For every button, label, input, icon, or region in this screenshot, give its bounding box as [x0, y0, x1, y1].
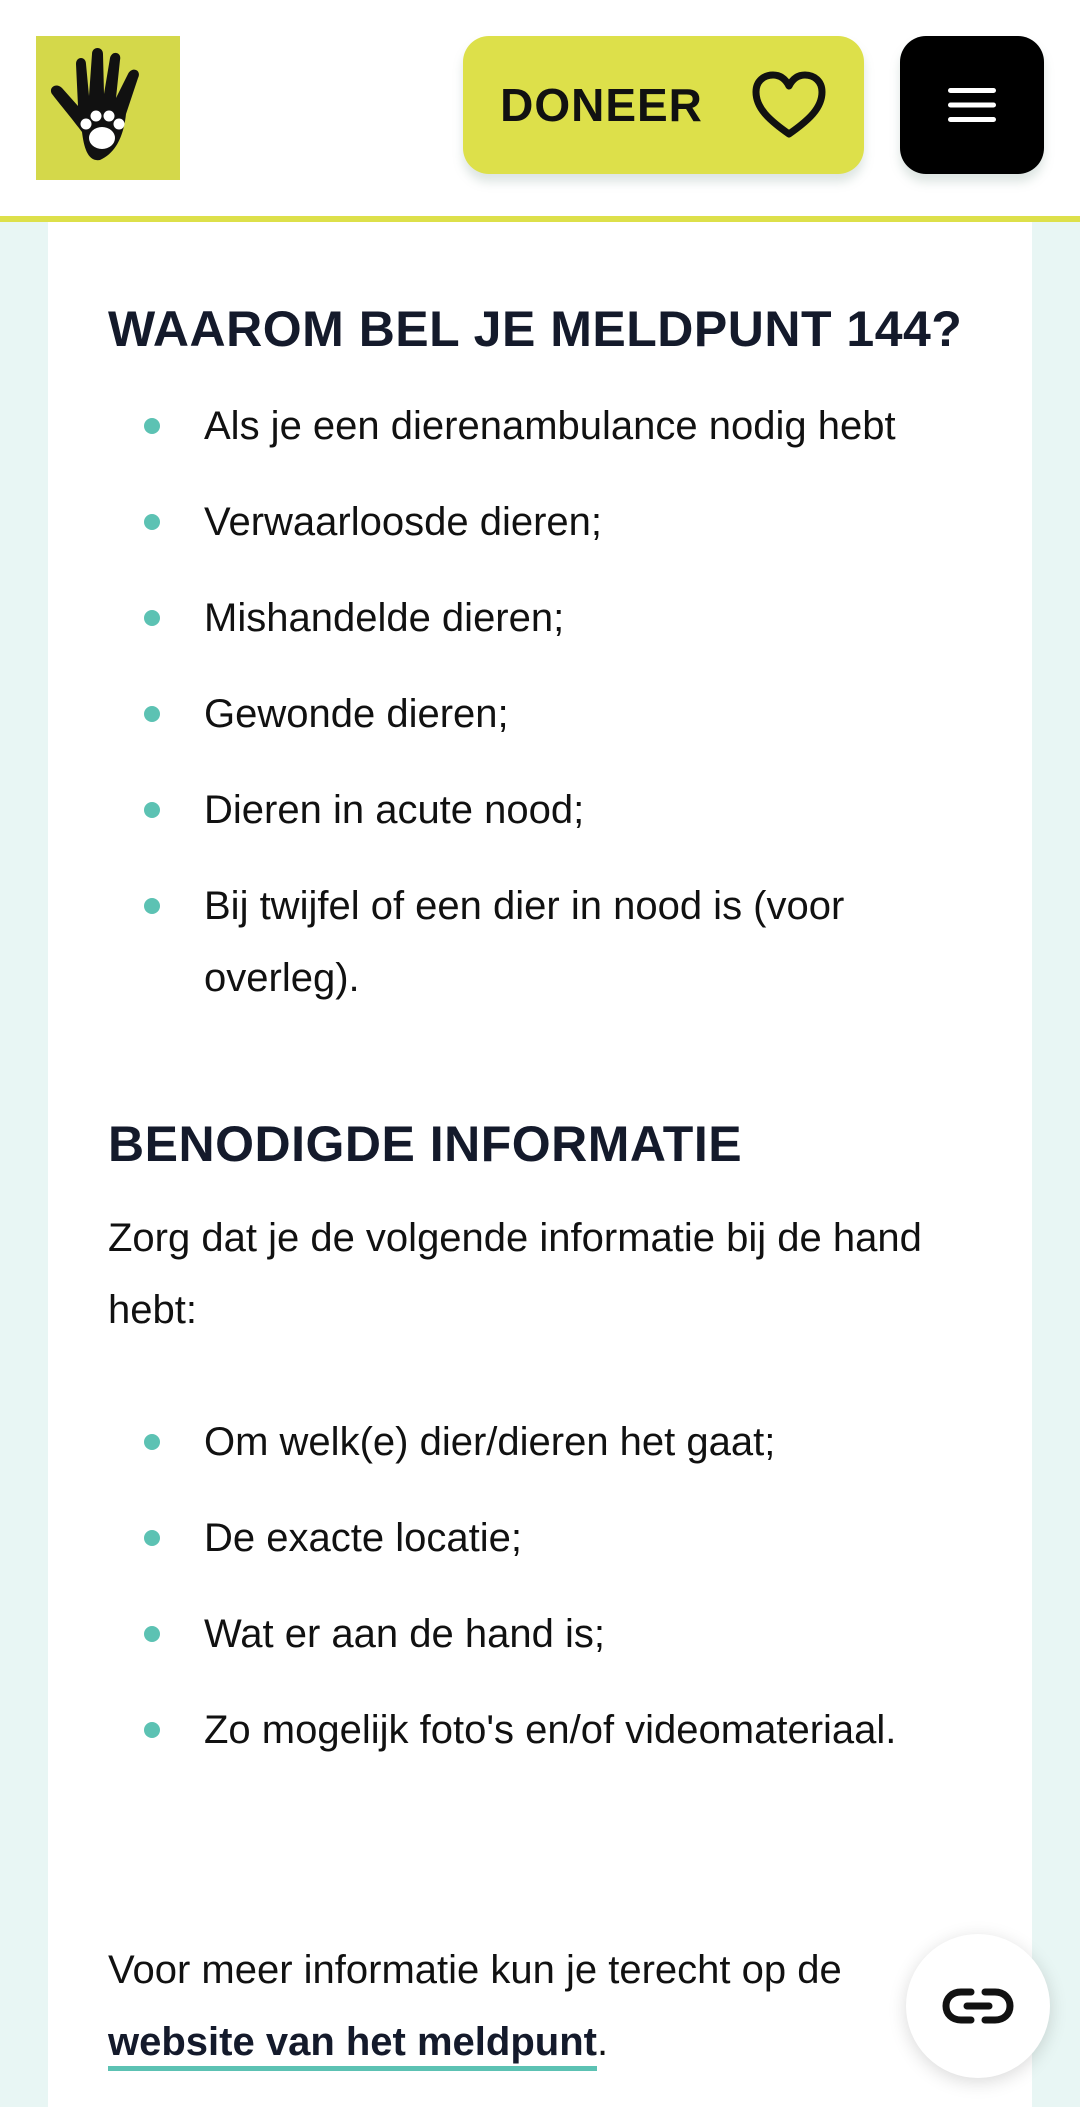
heart-icon [751, 70, 827, 140]
bullet-icon [144, 514, 160, 530]
info-list [108, 1406, 988, 1790]
content-card [48, 222, 1032, 2107]
list-item [108, 1598, 988, 1670]
bullet-icon [144, 898, 160, 914]
list-item-text: Mishandelde dieren; [204, 596, 565, 640]
donate-button[interactable] [463, 36, 864, 174]
bullet-icon [144, 610, 160, 626]
info-intro: Zorg dat je de volgende informatie bij de hand hebt: [108, 1216, 922, 1332]
chat-button[interactable] [906, 1934, 1050, 2078]
section-title-info: BENODIGDE INFORMATIE [108, 1116, 743, 1172]
list-item-text: Verwaarloosde dieren; [204, 500, 603, 544]
hand-paw-logo-icon [36, 36, 180, 180]
bullet-icon [144, 802, 160, 818]
list-item [108, 870, 1008, 1014]
bullet-icon [144, 1722, 160, 1738]
bullet-icon [144, 1434, 160, 1450]
list-item [108, 1406, 988, 1478]
list-item-text: Als je een dierenambulance nodig hebt [204, 404, 896, 448]
list-item-text: De exacte locatie; [204, 1516, 522, 1560]
list-item-text: Dieren in acute nood; [204, 788, 585, 832]
more-info-suffix: . [596, 2020, 609, 2064]
section-title-why: WAAROM BEL JE MELDPUNT 144? [108, 301, 963, 357]
bullet-icon [144, 706, 160, 722]
list-item-text: Bij twijfel of een dier in nood is (voor overleg). [204, 884, 845, 1000]
logo[interactable] [36, 36, 180, 180]
donate-label: DONEER [500, 79, 703, 131]
list-item [108, 774, 1008, 846]
list-item [108, 678, 1008, 750]
list-item-text: Zo mogelijk foto's en/of videomateriaal. [204, 1708, 897, 1752]
chat-link-icon [941, 1986, 1015, 2026]
site-header [0, 0, 1080, 222]
list-item [108, 1502, 988, 1574]
list-item [108, 486, 1008, 558]
list-item [108, 582, 1008, 654]
bullet-icon [144, 1626, 160, 1642]
list-item [108, 1694, 988, 1766]
more-info-text [108, 1934, 988, 2078]
more-info-lead: Voor meer informatie kun je terecht op de [108, 1948, 842, 1992]
why-list [108, 390, 1008, 1038]
bullet-icon [144, 418, 160, 434]
menu-button[interactable] [900, 36, 1044, 174]
meldpunt-website-link[interactable]: website van het meldpunt [108, 2020, 597, 2071]
list-item-text: Wat er aan de hand is; [204, 1612, 605, 1656]
hamburger-menu-icon [946, 85, 998, 125]
list-item-text: Om welk(e) dier/dieren het gaat; [204, 1420, 776, 1464]
bullet-icon [144, 1530, 160, 1546]
list-item-text: Gewonde dieren; [204, 692, 509, 736]
list-item [108, 390, 1008, 462]
